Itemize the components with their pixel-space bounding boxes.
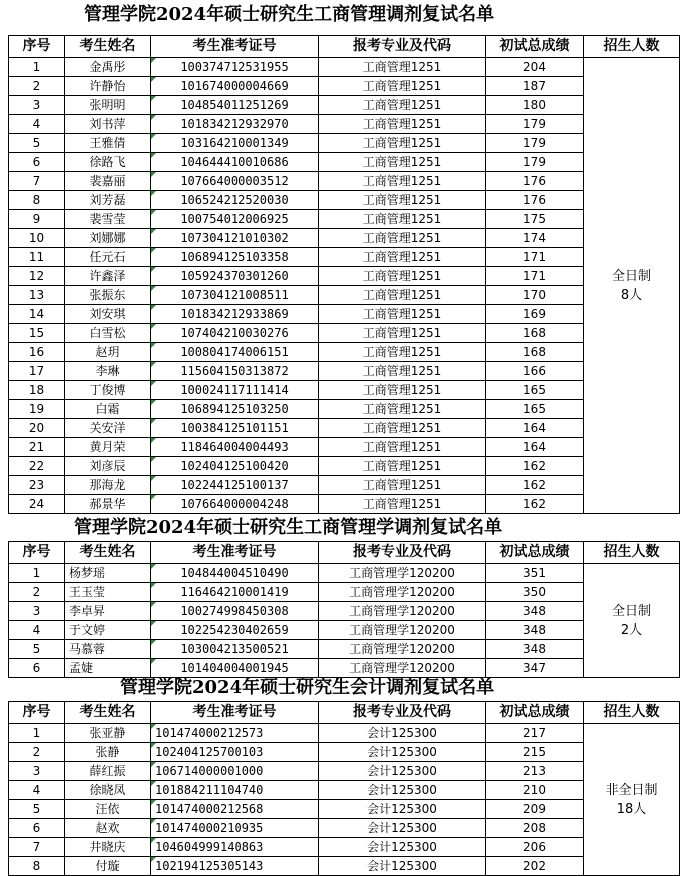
table-row bbox=[9, 286, 680, 305]
table-row bbox=[9, 153, 680, 172]
cell-major: 工商管理学120200 bbox=[319, 640, 486, 659]
candidate-table bbox=[8, 701, 680, 876]
cell-no: 15 bbox=[9, 324, 65, 343]
quota-type: 全日制 bbox=[611, 268, 651, 284]
col-header-exam-id: 考生准考证号 bbox=[151, 542, 319, 564]
table-row bbox=[9, 419, 680, 438]
cell-score: 164 bbox=[486, 419, 584, 438]
cell-name: 白雪松 bbox=[65, 324, 151, 343]
cell-no: 8 bbox=[9, 191, 65, 210]
cell-no: 14 bbox=[9, 305, 65, 324]
cell-no: 1 bbox=[9, 58, 65, 77]
table-row bbox=[9, 267, 680, 286]
table-row bbox=[9, 77, 680, 96]
quota-type: 非全日制 bbox=[605, 782, 658, 798]
cell-major: 工商管理1251 bbox=[319, 153, 486, 172]
cell-name: 那海龙 bbox=[65, 476, 151, 495]
table-row bbox=[9, 58, 680, 77]
cell-no: 20 bbox=[9, 419, 65, 438]
cell-major: 工商管理1251 bbox=[319, 381, 486, 400]
cell-score: 202 bbox=[486, 857, 584, 876]
cell-name: 张亚静 bbox=[65, 724, 151, 743]
cell-name: 杨梦瑶 bbox=[65, 564, 151, 583]
table-row bbox=[9, 324, 680, 343]
quota-type: 全日制 bbox=[611, 603, 651, 619]
cell-name: 付璇 bbox=[65, 857, 151, 876]
table-row bbox=[9, 305, 680, 324]
table-row bbox=[9, 743, 680, 762]
cell-major: 工商管理1251 bbox=[319, 457, 486, 476]
cell-score: 171 bbox=[486, 267, 584, 286]
cell-exam-id: 106894125103358 bbox=[151, 248, 319, 267]
table-row bbox=[9, 115, 680, 134]
cell-exam-id: 115604150313872 bbox=[151, 362, 319, 381]
cell-score: 179 bbox=[486, 115, 584, 134]
cell-major: 工商管理1251 bbox=[319, 191, 486, 210]
cell-score: 179 bbox=[486, 134, 584, 153]
cell-score: 350 bbox=[486, 583, 584, 602]
cell-name: 徐路飞 bbox=[65, 153, 151, 172]
cell-major: 工商管理1251 bbox=[319, 400, 486, 419]
cell-exam-id: 107664000004248 bbox=[151, 495, 319, 514]
cell-name: 刘安琪 bbox=[65, 305, 151, 324]
table-row bbox=[9, 400, 680, 419]
cell-name: 赵玥 bbox=[65, 343, 151, 362]
cell-major: 工商管理1251 bbox=[319, 324, 486, 343]
cell-no: 7 bbox=[9, 838, 65, 857]
cell-name: 马慕蓉 bbox=[65, 640, 151, 659]
cell-name: 张静 bbox=[65, 743, 151, 762]
table-row bbox=[9, 172, 680, 191]
cell-exam-id: 104844004510490 bbox=[151, 564, 319, 583]
cell-name: 赵欢 bbox=[65, 819, 151, 838]
cell-major: 会计125300 bbox=[319, 781, 486, 800]
cell-exam-id: 100384125101151 bbox=[151, 419, 319, 438]
cell-name: 李琳 bbox=[65, 362, 151, 381]
table-row bbox=[9, 495, 680, 514]
cell-exam-id: 100754012006925 bbox=[151, 210, 319, 229]
cell-score: 215 bbox=[486, 743, 584, 762]
cell-exam-id: 102244125100137 bbox=[151, 476, 319, 495]
cell-name: 徐晓凤 bbox=[65, 781, 151, 800]
cell-score: 180 bbox=[486, 96, 584, 115]
table-row bbox=[9, 838, 680, 857]
col-header-major: 报考专业及代码 bbox=[319, 702, 486, 724]
cell-exam-id: 105924370301260 bbox=[151, 267, 319, 286]
cell-score: 351 bbox=[486, 564, 584, 583]
cell-exam-id: 102404125700103 bbox=[151, 743, 319, 762]
cell-no: 1 bbox=[9, 564, 65, 583]
cell-score: 165 bbox=[486, 400, 584, 419]
cell-score: 174 bbox=[486, 229, 584, 248]
table-row bbox=[9, 583, 680, 602]
cell-exam-id: 106524212520030 bbox=[151, 191, 319, 210]
quota-cell bbox=[584, 564, 680, 678]
cell-no: 3 bbox=[9, 96, 65, 115]
table-row bbox=[9, 134, 680, 153]
cell-no: 2 bbox=[9, 77, 65, 96]
cell-no: 18 bbox=[9, 381, 65, 400]
cell-name: 黄月荣 bbox=[65, 438, 151, 457]
cell-major: 会计125300 bbox=[319, 857, 486, 876]
col-header-score: 初试总成绩 bbox=[486, 702, 584, 724]
cell-no: 23 bbox=[9, 476, 65, 495]
cell-major: 工商管理1251 bbox=[319, 115, 486, 134]
cell-major: 工商管理学120200 bbox=[319, 564, 486, 583]
cell-name: 王雅倩 bbox=[65, 134, 151, 153]
quota-count: 2人 bbox=[620, 622, 643, 638]
table-row bbox=[9, 362, 680, 381]
cell-major: 工商管理学120200 bbox=[319, 621, 486, 640]
cell-name: 刘书萍 bbox=[65, 115, 151, 134]
cell-no: 2 bbox=[9, 583, 65, 602]
cell-score: 164 bbox=[486, 438, 584, 457]
cell-score: 166 bbox=[486, 362, 584, 381]
cell-exam-id: 101404004001945 bbox=[151, 659, 319, 678]
col-header-major: 报考专业及代码 bbox=[319, 542, 486, 564]
cell-no: 6 bbox=[9, 153, 65, 172]
cell-exam-id: 101884211104740 bbox=[151, 781, 319, 800]
cell-score: 348 bbox=[486, 602, 584, 621]
cell-name: 李卓昇 bbox=[65, 602, 151, 621]
cell-no: 5 bbox=[9, 640, 65, 659]
table-row bbox=[9, 602, 680, 621]
cell-no: 16 bbox=[9, 343, 65, 362]
col-header-exam-id: 考生准考证号 bbox=[151, 36, 319, 58]
table-row bbox=[9, 457, 680, 476]
cell-no: 19 bbox=[9, 400, 65, 419]
table-row bbox=[9, 229, 680, 248]
cell-exam-id: 101474000212568 bbox=[151, 800, 319, 819]
col-header-no: 序号 bbox=[9, 542, 65, 564]
table-row bbox=[9, 438, 680, 457]
cell-name: 郝景华 bbox=[65, 495, 151, 514]
cell-no: 6 bbox=[9, 819, 65, 838]
table-row bbox=[9, 564, 680, 583]
candidate-table bbox=[8, 35, 680, 514]
table-row bbox=[9, 640, 680, 659]
cell-exam-id: 104604999140863 bbox=[151, 838, 319, 857]
col-header-name: 考生姓名 bbox=[65, 702, 151, 724]
header-row bbox=[9, 542, 680, 564]
cell-name: 汪依 bbox=[65, 800, 151, 819]
header-row bbox=[9, 36, 680, 58]
quota-cell bbox=[584, 724, 680, 876]
cell-exam-id: 106714000001000 bbox=[151, 762, 319, 781]
cell-major: 工商管理1251 bbox=[319, 77, 486, 96]
cell-name: 裴雪莹 bbox=[65, 210, 151, 229]
cell-no: 9 bbox=[9, 210, 65, 229]
cell-exam-id: 104644410010686 bbox=[151, 153, 319, 172]
cell-exam-id: 107304121008511 bbox=[151, 286, 319, 305]
cell-name: 刘彦辰 bbox=[65, 457, 151, 476]
cell-exam-id: 107664000003512 bbox=[151, 172, 319, 191]
cell-no: 2 bbox=[9, 743, 65, 762]
table-row bbox=[9, 381, 680, 400]
cell-major: 工商管理学120200 bbox=[319, 659, 486, 678]
cell-exam-id: 116464210001419 bbox=[151, 583, 319, 602]
cell-exam-id: 102254230402659 bbox=[151, 621, 319, 640]
table-row bbox=[9, 800, 680, 819]
cell-exam-id: 100024117111414 bbox=[151, 381, 319, 400]
cell-major: 会计125300 bbox=[319, 838, 486, 857]
candidate-table bbox=[8, 541, 680, 678]
cell-score: 168 bbox=[486, 324, 584, 343]
cell-major: 工商管理1251 bbox=[319, 362, 486, 381]
cell-score: 206 bbox=[486, 838, 584, 857]
cell-no: 3 bbox=[9, 602, 65, 621]
table-row bbox=[9, 762, 680, 781]
cell-score: 162 bbox=[486, 495, 584, 514]
cell-major: 工商管理1251 bbox=[319, 305, 486, 324]
cell-score: 204 bbox=[486, 58, 584, 77]
cell-major: 工商管理1251 bbox=[319, 267, 486, 286]
cell-name: 于文婷 bbox=[65, 621, 151, 640]
cell-no: 6 bbox=[9, 659, 65, 678]
cell-name: 许静怡 bbox=[65, 77, 151, 96]
cell-no: 13 bbox=[9, 286, 65, 305]
cell-major: 工商管理1251 bbox=[319, 172, 486, 191]
cell-score: 209 bbox=[486, 800, 584, 819]
cell-exam-id: 104854011251269 bbox=[151, 96, 319, 115]
cell-score: 348 bbox=[486, 640, 584, 659]
cell-name: 裴嘉丽 bbox=[65, 172, 151, 191]
table-row bbox=[9, 210, 680, 229]
cell-no: 5 bbox=[9, 800, 65, 819]
table-row bbox=[9, 781, 680, 800]
cell-major: 工商管理1251 bbox=[319, 438, 486, 457]
cell-no: 5 bbox=[9, 134, 65, 153]
table-row bbox=[9, 819, 680, 838]
cell-score: 217 bbox=[486, 724, 584, 743]
cell-no: 12 bbox=[9, 267, 65, 286]
cell-exam-id: 103004213500521 bbox=[151, 640, 319, 659]
cell-exam-id: 118464004004493 bbox=[151, 438, 319, 457]
col-header-quota: 招生人数 bbox=[584, 36, 680, 58]
section-title: 管理学院2024年硕士研究生工商管理学调剂复试名单 bbox=[74, 517, 503, 538]
cell-name: 刘娜娜 bbox=[65, 229, 151, 248]
cell-score: 169 bbox=[486, 305, 584, 324]
col-header-quota: 招生人数 bbox=[584, 702, 680, 724]
cell-exam-id: 100804174006151 bbox=[151, 343, 319, 362]
table-row bbox=[9, 343, 680, 362]
cell-score: 165 bbox=[486, 381, 584, 400]
cell-major: 工商管理1251 bbox=[319, 419, 486, 438]
cell-score: 176 bbox=[486, 172, 584, 191]
col-header-name: 考生姓名 bbox=[65, 542, 151, 564]
cell-no: 4 bbox=[9, 621, 65, 640]
cell-exam-id: 101834212933869 bbox=[151, 305, 319, 324]
cell-major: 工商管理学120200 bbox=[319, 602, 486, 621]
cell-exam-id: 101474000212573 bbox=[151, 724, 319, 743]
cell-score: 208 bbox=[486, 819, 584, 838]
table-row bbox=[9, 96, 680, 115]
cell-no: 4 bbox=[9, 781, 65, 800]
cell-major: 工商管理学120200 bbox=[319, 583, 486, 602]
table-row bbox=[9, 857, 680, 876]
section-title: 管理学院2024年硕士研究生工商管理调剂复试名单 bbox=[84, 4, 495, 25]
cell-no: 17 bbox=[9, 362, 65, 381]
table-row bbox=[9, 248, 680, 267]
section-business-admin-science bbox=[8, 515, 690, 678]
table-row bbox=[9, 621, 680, 640]
cell-major: 工商管理1251 bbox=[319, 343, 486, 362]
cell-major: 工商管理1251 bbox=[319, 210, 486, 229]
cell-score: 175 bbox=[486, 210, 584, 229]
col-header-exam-id: 考生准考证号 bbox=[151, 702, 319, 724]
cell-score: 348 bbox=[486, 621, 584, 640]
cell-major: 工商管理1251 bbox=[319, 476, 486, 495]
cell-score: 347 bbox=[486, 659, 584, 678]
cell-exam-id: 107404210030276 bbox=[151, 324, 319, 343]
cell-major: 会计125300 bbox=[319, 819, 486, 838]
cell-score: 213 bbox=[486, 762, 584, 781]
cell-major: 会计125300 bbox=[319, 800, 486, 819]
cell-no: 8 bbox=[9, 857, 65, 876]
section-business-admin bbox=[8, 2, 690, 514]
col-header-score: 初试总成绩 bbox=[486, 542, 584, 564]
cell-name: 张明明 bbox=[65, 96, 151, 115]
quota-count: 18人 bbox=[616, 801, 647, 817]
cell-exam-id: 101474000210935 bbox=[151, 819, 319, 838]
section-accounting bbox=[8, 675, 690, 876]
col-header-no: 序号 bbox=[9, 702, 65, 724]
cell-name: 王玉莹 bbox=[65, 583, 151, 602]
cell-no: 10 bbox=[9, 229, 65, 248]
cell-exam-id: 100274998450308 bbox=[151, 602, 319, 621]
cell-no: 4 bbox=[9, 115, 65, 134]
cell-name: 白霜 bbox=[65, 400, 151, 419]
cell-name: 薛红振 bbox=[65, 762, 151, 781]
table-row bbox=[9, 476, 680, 495]
cell-name: 关安洋 bbox=[65, 419, 151, 438]
cell-exam-id: 106894125103250 bbox=[151, 400, 319, 419]
quota-count: 8人 bbox=[620, 287, 643, 303]
cell-score: 170 bbox=[486, 286, 584, 305]
cell-major: 工商管理1251 bbox=[319, 248, 486, 267]
cell-major: 会计125300 bbox=[319, 724, 486, 743]
cell-score: 176 bbox=[486, 191, 584, 210]
table-row bbox=[9, 191, 680, 210]
cell-name: 金禹彤 bbox=[65, 58, 151, 77]
cell-score: 210 bbox=[486, 781, 584, 800]
cell-no: 11 bbox=[9, 248, 65, 267]
cell-exam-id: 107304121010302 bbox=[151, 229, 319, 248]
cell-name: 井晓庆 bbox=[65, 838, 151, 857]
table-row bbox=[9, 724, 680, 743]
cell-no: 24 bbox=[9, 495, 65, 514]
cell-exam-id: 103164210001349 bbox=[151, 134, 319, 153]
cell-name: 丁俊博 bbox=[65, 381, 151, 400]
cell-major: 工商管理1251 bbox=[319, 229, 486, 248]
cell-score: 171 bbox=[486, 248, 584, 267]
cell-name: 孟婕 bbox=[65, 659, 151, 678]
cell-no: 1 bbox=[9, 724, 65, 743]
col-header-no: 序号 bbox=[9, 36, 65, 58]
header-row bbox=[9, 702, 680, 724]
cell-exam-id: 102404125100420 bbox=[151, 457, 319, 476]
cell-major: 会计125300 bbox=[319, 743, 486, 762]
cell-name: 刘芳磊 bbox=[65, 191, 151, 210]
col-header-score: 初试总成绩 bbox=[486, 36, 584, 58]
cell-score: 179 bbox=[486, 153, 584, 172]
cell-exam-id: 102194125305143 bbox=[151, 857, 319, 876]
cell-major: 工商管理1251 bbox=[319, 58, 486, 77]
cell-major: 工商管理1251 bbox=[319, 286, 486, 305]
cell-major: 工商管理1251 bbox=[319, 495, 486, 514]
cell-score: 187 bbox=[486, 77, 584, 96]
cell-score: 168 bbox=[486, 343, 584, 362]
cell-name: 任元石 bbox=[65, 248, 151, 267]
col-header-major: 报考专业及代码 bbox=[319, 36, 486, 58]
cell-no: 7 bbox=[9, 172, 65, 191]
cell-no: 22 bbox=[9, 457, 65, 476]
cell-no: 3 bbox=[9, 762, 65, 781]
cell-major: 会计125300 bbox=[319, 762, 486, 781]
section-title: 管理学院2024年硕士研究生会计调剂复试名单 bbox=[120, 677, 495, 698]
quota-cell bbox=[584, 58, 680, 514]
cell-name: 张振东 bbox=[65, 286, 151, 305]
cell-major: 工商管理1251 bbox=[319, 134, 486, 153]
cell-score: 162 bbox=[486, 457, 584, 476]
cell-exam-id: 101674000004669 bbox=[151, 77, 319, 96]
cell-name: 许鑫泽 bbox=[65, 267, 151, 286]
cell-major: 工商管理1251 bbox=[319, 96, 486, 115]
cell-score: 162 bbox=[486, 476, 584, 495]
cell-exam-id: 101834212932970 bbox=[151, 115, 319, 134]
cell-exam-id: 100374712531955 bbox=[151, 58, 319, 77]
col-header-name: 考生姓名 bbox=[65, 36, 151, 58]
col-header-quota: 招生人数 bbox=[584, 542, 680, 564]
cell-no: 21 bbox=[9, 438, 65, 457]
